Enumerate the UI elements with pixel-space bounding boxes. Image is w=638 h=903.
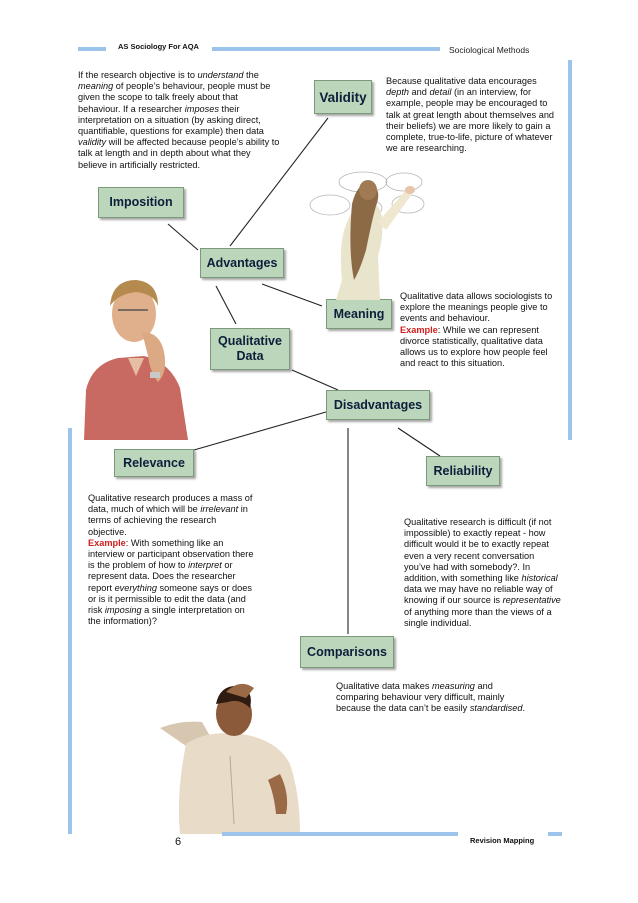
text-imposition: If the research objective is to understand the meaning of people’s behaviour, people must be given the scope to talk freely about that behaviour. If a researcher imposes their interpretation on a situation (by asking direct, quantifiable, questions for example) then data validity will be affected because people’s ability to talk at length and in depth about what they believe in artificially restricted.	[78, 70, 280, 170]
header-left-title: AS Sociology For AQA	[118, 42, 199, 51]
node-meaning: Meaning	[326, 299, 392, 329]
node-validity: Validity	[314, 80, 372, 114]
line-qualitative-disadvantages	[292, 370, 338, 390]
text-relevance: Qualitative research produces a mass of data, much of which will be irrelevant in terms of achieving the research objective. Example: With something like an interview or participant observation there is the problem of how to interpret or represent data. Does the researcher report everything someone says or does or is it permissible to edit the data (and risk imposing a single interpretation on the information)?	[88, 493, 254, 627]
line-advantages-qualitative	[216, 286, 236, 324]
node-relevance: Relevance	[114, 449, 194, 477]
woman-whiteboard-photo	[308, 160, 428, 300]
text-reliability: Qualitative research is difficult (if not impossible) to exactly repeat - how difficult would it be to exactly repeat even a very recent conversation you’ve had with somebody?. In addition, with something like historical data we may have no reliable way of knowing if our source is representative of anything more than the views of a single individual.	[404, 517, 561, 628]
node-imposition: Imposition	[98, 187, 184, 218]
node-qualitative-data	[210, 328, 290, 370]
thinking-man-photo	[84, 272, 194, 440]
node-qualitative-line2: Data	[236, 349, 264, 363]
page-number: 6	[175, 836, 182, 848]
node-advantages: Advantages	[200, 248, 284, 278]
line-disadvantages-reliability	[398, 428, 440, 456]
node-disadvantages: Disadvantages	[326, 390, 430, 420]
text-comparisons: Qualitative data makes measuring and comparing behaviour very difficult, mainly because the data can’t be easily standardised.	[336, 681, 525, 714]
node-comparisons: Comparisons	[300, 636, 394, 668]
footer-bar-left	[68, 826, 72, 834]
header-right-title: Sociological Methods	[449, 45, 530, 55]
text-validity: Because qualitative data encourages depth and detail (in an interview, for example, people may be encouraged to talk at great length about themselves and their beliefs) we are more likely to gain a complete, true-to-life, picture of whatever we are researching.	[386, 76, 555, 154]
line-imposition-advantages	[168, 224, 198, 250]
stressed-man-photo	[150, 664, 320, 834]
node-qualitative-line1: Qualitative	[218, 334, 282, 348]
footer-right-label: Revision Mapping	[470, 836, 535, 845]
footer-bar-right	[548, 832, 562, 836]
node-reliability: Reliability	[426, 456, 500, 486]
footer-bar-middle	[222, 832, 458, 836]
line-disadvantages-relevance	[194, 412, 326, 450]
text-meaning: Qualitative data allows sociologists to explore the meanings people give to events and behaviour. Example: While we can represent divorce statistically, qualitative data allows us to explore how people feel and react to this situation.	[400, 291, 553, 369]
